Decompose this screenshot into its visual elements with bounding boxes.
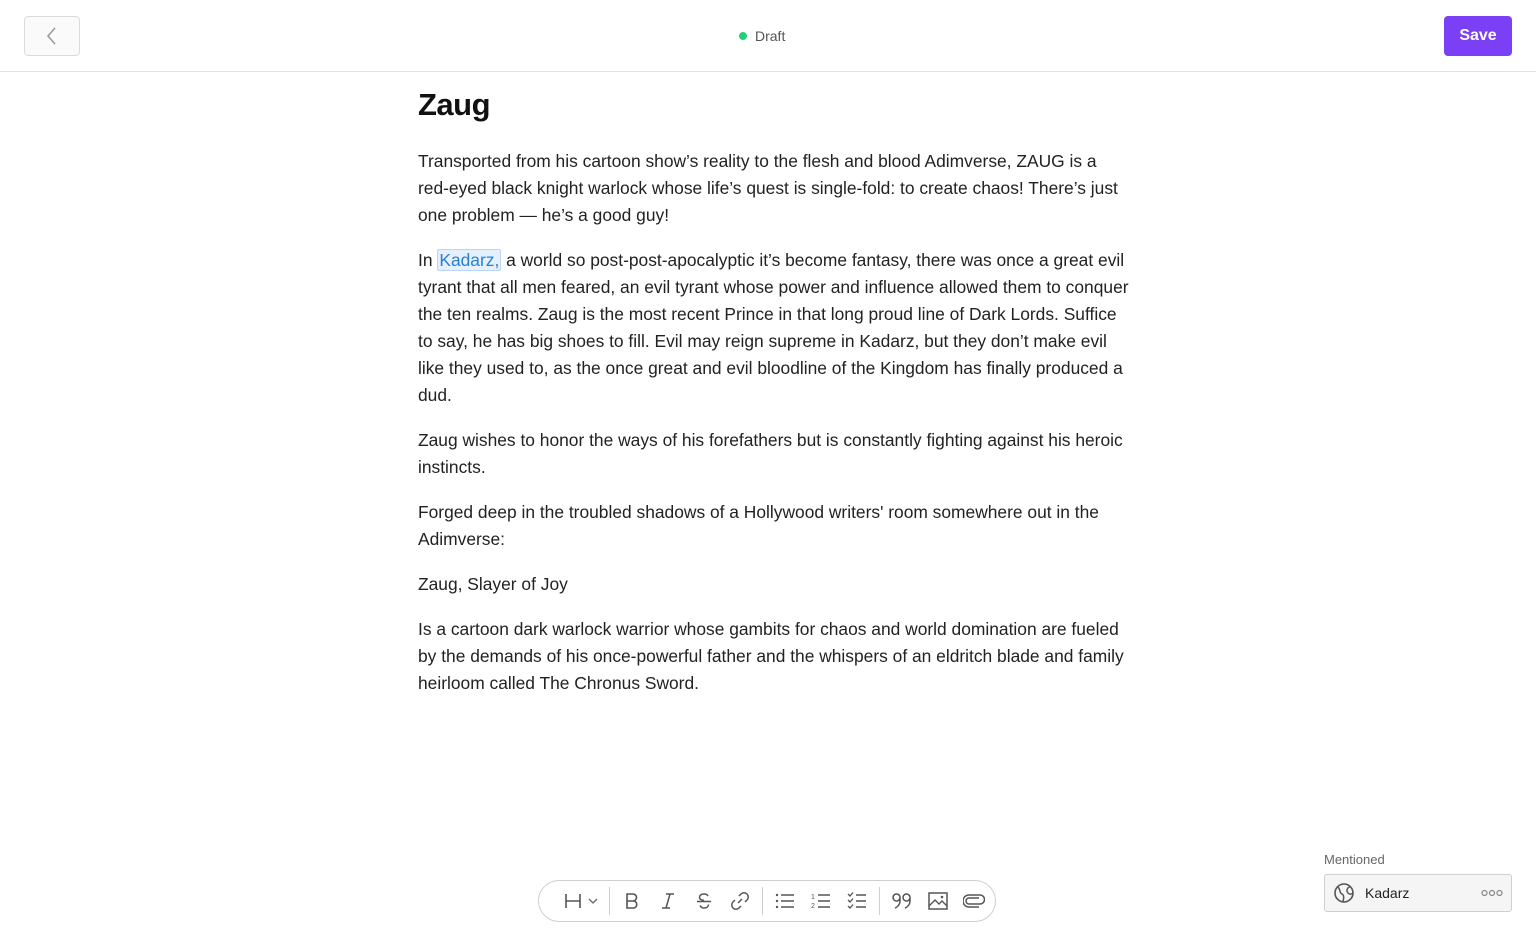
- document-title[interactable]: Zaug: [418, 87, 491, 122]
- checklist-icon: [847, 892, 867, 910]
- paragraph[interactable]: Zaug wishes to honor the ways of his forefathers but is constantly fighting against his heroic instincts.: [418, 430, 1123, 477]
- image-icon: [928, 892, 948, 910]
- image-button[interactable]: [920, 883, 956, 919]
- paragraph[interactable]: Zaug, Slayer of Joy: [418, 574, 568, 594]
- paragraph[interactable]: Transported from his cartoon show’s reality to the flesh and blood Adimverse, ZAUG is a red-eyed black knight warlock whose life’s quest is single-fold: to create chaos! There’s just one problem — he’s a good guy!: [418, 151, 1118, 225]
- back-button[interactable]: [24, 16, 80, 56]
- link-button[interactable]: [722, 883, 758, 919]
- bold-button[interactable]: [614, 883, 650, 919]
- attachment-button[interactable]: [956, 883, 992, 919]
- heading-icon: [564, 892, 582, 910]
- paragraph-text: In: [418, 250, 438, 270]
- paragraph[interactable]: Is a cartoon dark warlock warrior whose gambits for chaos and world domination are fueled by the demands of his once-powerful father and the whispers of an eldritch blade and family heirloom called The Chronus Sword.: [418, 619, 1124, 693]
- toolbar-divider: [762, 887, 763, 915]
- status-indicator: [739, 28, 785, 44]
- mentioned-item-name: Kadarz: [1365, 885, 1410, 901]
- save-button[interactable]: Save: [1444, 16, 1512, 56]
- svg-text:2: 2: [811, 903, 815, 910]
- document-editor[interactable]: [418, 84, 1130, 715]
- attachment-icon: [963, 894, 985, 908]
- quote-icon: [892, 893, 912, 909]
- top-bar: [0, 0, 1536, 72]
- heading-dropdown[interactable]: [557, 883, 605, 919]
- more-icon[interactable]: [1481, 889, 1503, 897]
- checklist-button[interactable]: [839, 883, 875, 919]
- strikethrough-icon: [695, 892, 713, 910]
- toolbar-divider: [609, 887, 610, 915]
- globe-icon: [1333, 882, 1355, 904]
- paragraph[interactable]: Forged deep in the troubled shadows of a Hollywood writers' room somewhere out in the Adimverse:: [418, 502, 1099, 549]
- strikethrough-button[interactable]: [686, 883, 722, 919]
- bullet-list-icon: [775, 893, 795, 909]
- bold-icon: [624, 892, 640, 910]
- italic-icon: [660, 892, 676, 910]
- paragraph[interactable]: [418, 247, 1130, 409]
- svg-text:1: 1: [811, 894, 815, 901]
- mentioned-panel: [1324, 852, 1512, 912]
- status-dot: [739, 32, 747, 40]
- italic-button[interactable]: [650, 883, 686, 919]
- numbered-list-icon: [811, 892, 831, 910]
- mentioned-item[interactable]: [1324, 874, 1512, 912]
- mention-link-kadarz[interactable]: Kadarz,: [439, 250, 500, 270]
- numbered-list-button[interactable]: [803, 883, 839, 919]
- formatting-toolbar: [538, 880, 996, 922]
- chevron-left-icon: [45, 26, 59, 46]
- bullet-list-button[interactable]: [767, 883, 803, 919]
- link-icon: [730, 891, 750, 911]
- mentioned-label: Mentioned: [1324, 852, 1385, 867]
- chevron-down-icon: [588, 898, 598, 904]
- quote-button[interactable]: [884, 883, 920, 919]
- paragraph-text: a world so post-post-apocalyptic it’s become fantasy, there was once a great evil tyrant that all men feared, an evil tyrant whose power and influence allowed them to conquer the ten realms. Zaug is the most recent Prince in that long proud line of Dark Lords. Suffice to say, he has big shoes to fill. Evil may reign supreme in Kadarz, but they don’t make evil like they used to, as the once great and evil bloodline of the Kingdom has finally produced a dud.: [418, 250, 1129, 405]
- toolbar-divider: [879, 887, 880, 915]
- status-label: Draft: [755, 28, 786, 44]
